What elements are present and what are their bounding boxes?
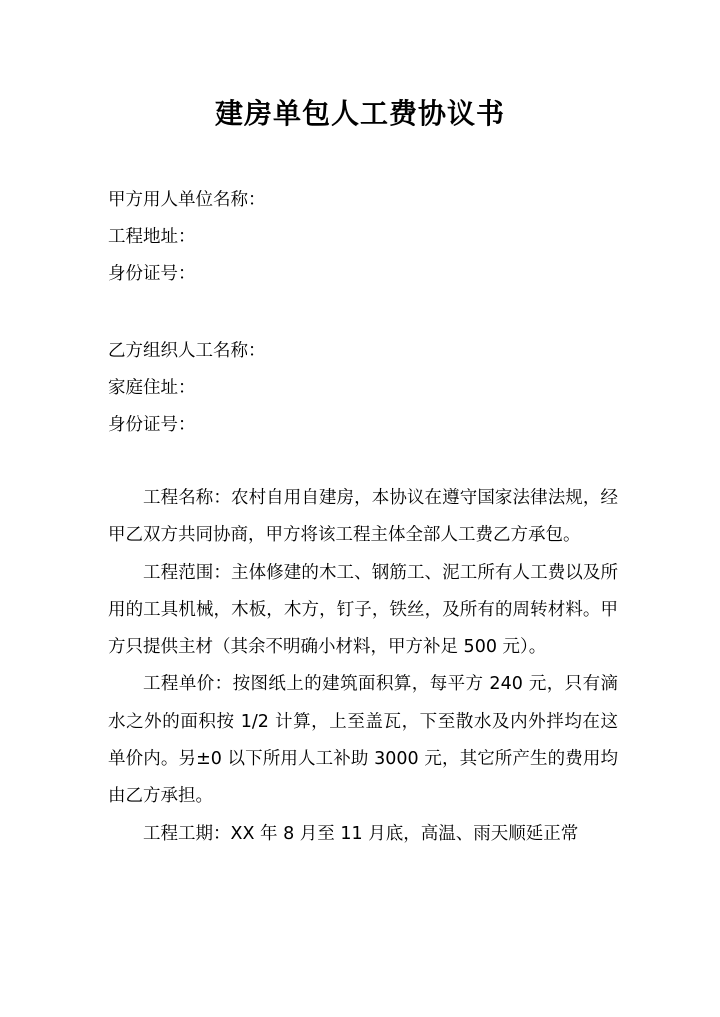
agreement-body bbox=[108, 480, 618, 853]
party-a-address-label: 工程地址： bbox=[108, 227, 196, 247]
party-b-name-label: 乙方组织人工名称： bbox=[108, 341, 266, 361]
party-a-name-label: 甲方用人单位名称： bbox=[108, 190, 266, 210]
party-a-id-label: 身份证号： bbox=[108, 264, 196, 284]
party-b-section bbox=[108, 333, 628, 444]
paragraph-unit-price: 工程单价：按图纸上的建筑面积算，每平方 240 元，只有滴水之外的面积按 1/2 计算，上至盖瓦，下至散水及内外拌均在这单价内。另±0 以下所用人工补助 3000 元，其它所产生的费用均由乙方承担。 bbox=[108, 674, 618, 807]
document-title: 建房单包人工费协议书 bbox=[214, 97, 505, 130]
party-b-address-label: 家庭住址： bbox=[108, 378, 196, 398]
party-a-section bbox=[108, 182, 628, 293]
party-b-id-label: 身份证号： bbox=[108, 415, 196, 435]
paragraph-schedule: 工程工期：XX 年 8 月至 11 月底，高温、雨天顺延正常 bbox=[143, 823, 579, 844]
paragraph-project-name: 工程名称：农村自用自建房，本协议在遵守国家法律法规，经甲乙双方共同协商，甲方将该工程主体全部人工费乙方承包。 bbox=[108, 488, 618, 546]
paragraph-project-scope: 工程范围：主体修建的木工、钢筋工、泥工所有人工费以及所用的工具机械，木板，木方，钉子，铁丝，及所有的周转材料。甲方只提供主材（其余不明确小材料，甲方补足 500 元）。 bbox=[108, 562, 618, 658]
